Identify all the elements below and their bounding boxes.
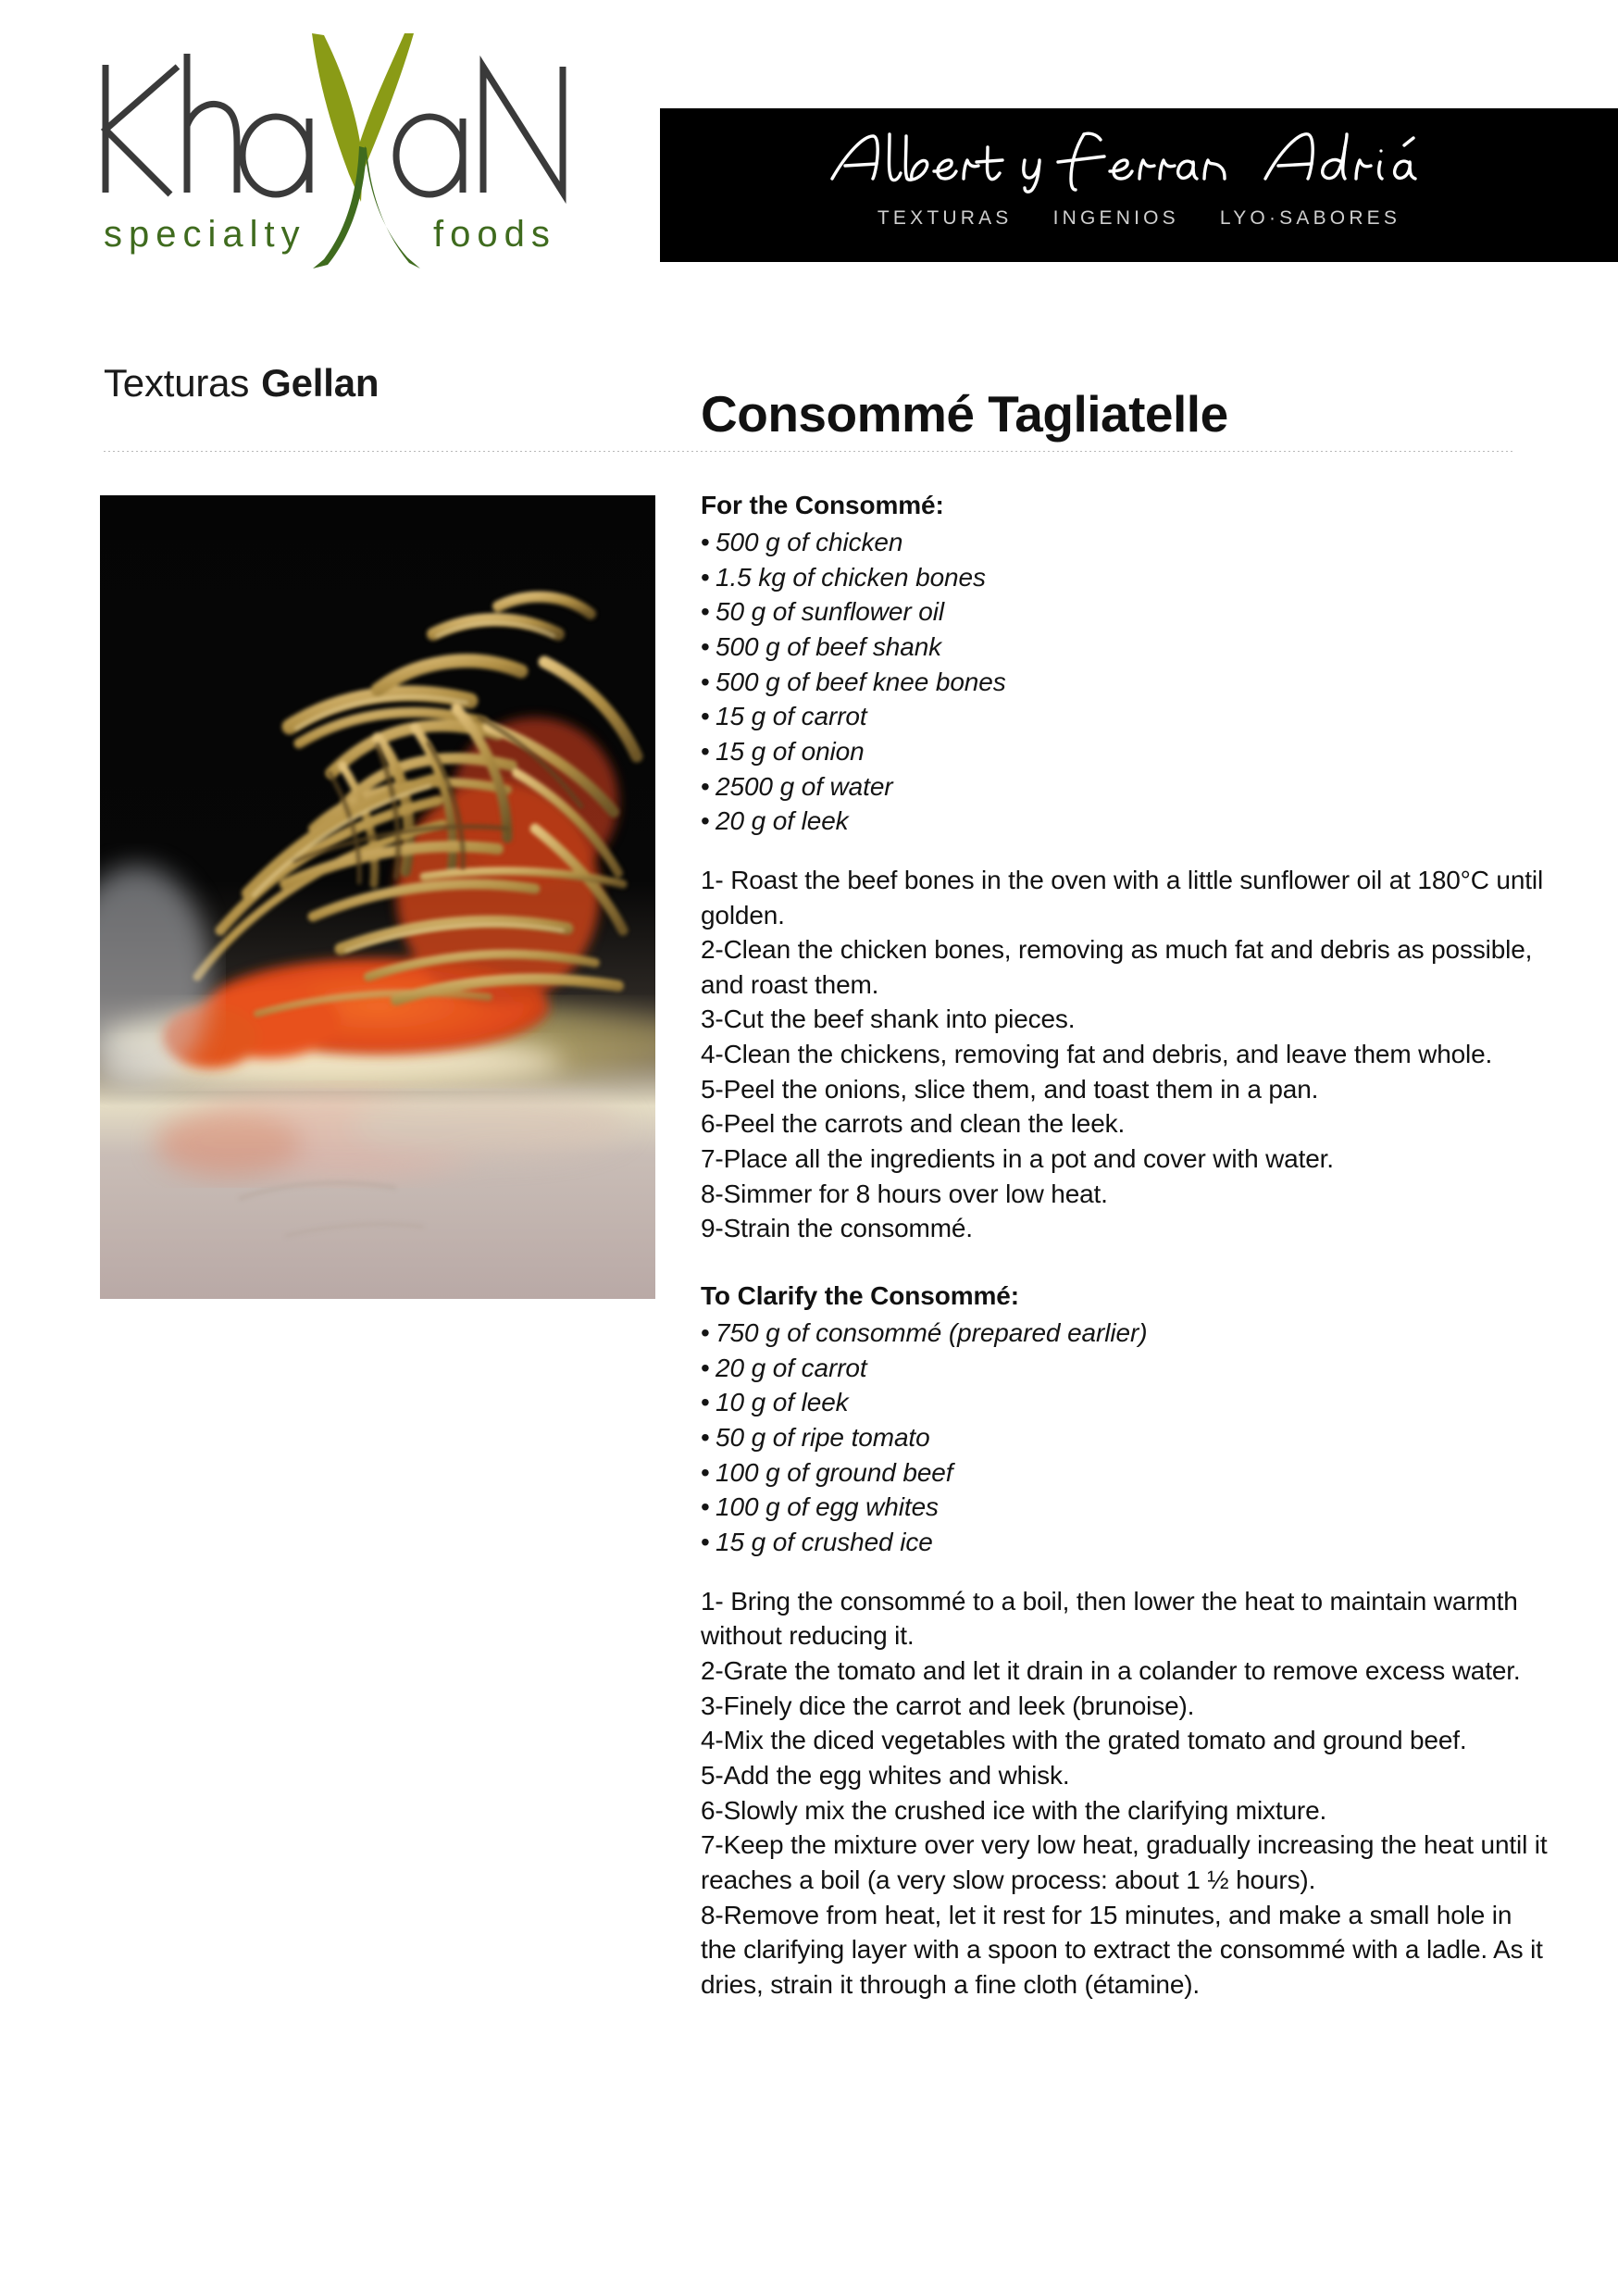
bullet-icon: • [701,806,710,836]
list-item [701,769,1552,805]
svg-text:foods: foods [433,214,556,255]
ingredient-text: 15 g of onion [716,736,865,766]
step: 8-Simmer for 8 hours over low heat. [701,1179,1108,1208]
ingredient-text: 15 g of crushed ice [716,1527,933,1556]
product-label [104,361,379,406]
step: 6-Peel the carrots and clean the leek. [701,1109,1126,1139]
recipe-photo [100,495,655,1299]
khayyan-logo [85,26,613,276]
bullet-icon: • [701,702,710,731]
bullet-icon: • [701,597,710,627]
bullet-icon: • [701,562,710,592]
page-header [0,0,1618,278]
ingredient-text: 500 g of chicken [716,527,903,556]
ingredient-text: 50 g of sunflower oil [716,597,944,627]
step: 9-Strain the consommé. [701,1214,973,1243]
steps-consomme [701,863,1552,1246]
list-item [701,525,1552,560]
bullet-icon: • [701,1457,710,1487]
bullet-icon: • [701,736,710,766]
ingredient-text: 100 g of ground beef [716,1457,953,1487]
list-item [701,1420,1552,1455]
step: 6-Slowly mix the crushed ice with the clarifying mixture. [701,1795,1327,1825]
spacer [701,1560,1552,1584]
bullet-icon: • [701,1318,710,1348]
step: 5-Add the egg whites and whisk. [701,1760,1070,1790]
list-item [701,594,1552,630]
banner-label-texturas: TEXTURAS [877,207,1013,229]
banner-label-ingenios: INGENIOS [1052,207,1179,229]
list-item [701,1351,1552,1386]
list-item [701,1385,1552,1420]
bullet-icon: • [701,1492,710,1522]
bullet-icon: • [701,1388,710,1417]
step: 4-Mix the diced vegetables with the grated tomato and ground beef. [701,1726,1467,1755]
list-item [701,1490,1552,1525]
ingredient-list-clarify [701,1316,1552,1560]
list-item [701,630,1552,665]
adria-banner [660,108,1618,262]
list-item [701,560,1552,595]
steps-clarify [701,1584,1552,2003]
ingredient-text: 20 g of carrot [716,1353,867,1382]
ingredient-list-consomme [701,525,1552,839]
section-heading-clarify: To Clarify the Consommé: [701,1281,1020,1311]
banner-label-lyosabores: LYO·SABORES [1219,207,1401,229]
list-item [701,1455,1552,1491]
list-item [701,734,1552,769]
step: 7-Place all the ingredients in a pot and cover with water. [701,1144,1334,1174]
product-name: Gellan [261,361,380,405]
bullet-icon: • [701,667,710,696]
bullet-icon: • [701,527,710,556]
adria-sublabels [660,207,1618,230]
list-item [701,665,1552,700]
step: 1- Roast the beef bones in the oven with a little sunflower oil at 180°C until golden. [701,865,1544,930]
section-heading-consomme: For the Consommé: [701,491,944,519]
bullet-icon: • [701,1423,710,1452]
step: 3-Finely dice the carrot and leek (brunoise). [701,1691,1195,1720]
title-row [0,361,1618,443]
list-item [701,1316,1552,1351]
ingredient-text: 2500 g of water [716,771,893,801]
bullet-icon: • [701,771,710,801]
list-item [701,1525,1552,1560]
svg-text:specialty: specialty [104,214,306,255]
ingredient-text: 750 g of consommé (prepared earlier) [716,1318,1148,1348]
ingredient-text: 1.5 kg of chicken bones [716,562,986,592]
ingredient-text: 15 g of carrot [716,702,867,731]
spacer [701,839,1552,863]
adria-signature [660,125,1618,193]
page-title: Consommé Tagliatelle [701,384,1228,443]
list-item [701,699,1552,734]
step: 2-Grate the tomato and let it drain in a colander to remove excess water. [701,1655,1521,1685]
bullet-icon: • [701,1353,710,1382]
bullet-icon: • [701,1527,710,1556]
title-divider [104,451,1513,452]
step: 8-Remove from heat, let it rest for 15 minutes, and make a small hole in the clarifying layer with a spoon to extract the consommé with a ladle. As it dries, strain it through a fine cloth (étamine). [701,1900,1543,1999]
step: 3-Cut the beef shank into pieces. [701,1004,1076,1034]
ingredient-text: 100 g of egg whites [716,1492,939,1522]
ingredient-text: 10 g of leek [716,1388,849,1417]
step: 7-Keep the mixture over very low heat, gradually increasing the heat until it reaches a boil (a very slow process: about 1 ½ hours). [701,1830,1548,1894]
ingredient-text: 50 g of ripe tomato [716,1423,930,1452]
bullet-icon: • [701,631,710,661]
collection-label: Texturas [104,361,250,405]
ingredient-text: 500 g of beef shank [716,631,942,661]
khayyan-logo-svg [85,26,613,276]
step: 1- Bring the consommé to a boil, then lower the heat to maintain warmth without reducing it. [701,1586,1518,1651]
list-item [701,804,1552,839]
recipe-content [701,489,1552,2003]
ingredient-text: 20 g of leek [716,806,849,836]
adria-signature-svg [815,125,1463,193]
recipe-photo-svg [100,495,655,1299]
step: 4-Clean the chickens, removing fat and debris, and leave them whole. [701,1040,1493,1069]
step: 2-Clean the chicken bones, removing as much fat and debris as possible, and roast them. [701,935,1533,999]
spacer [701,1246,1552,1279]
ingredient-text: 500 g of beef knee bones [716,667,1006,696]
step: 5-Peel the onions, slice them, and toast them in a pan. [701,1074,1319,1104]
